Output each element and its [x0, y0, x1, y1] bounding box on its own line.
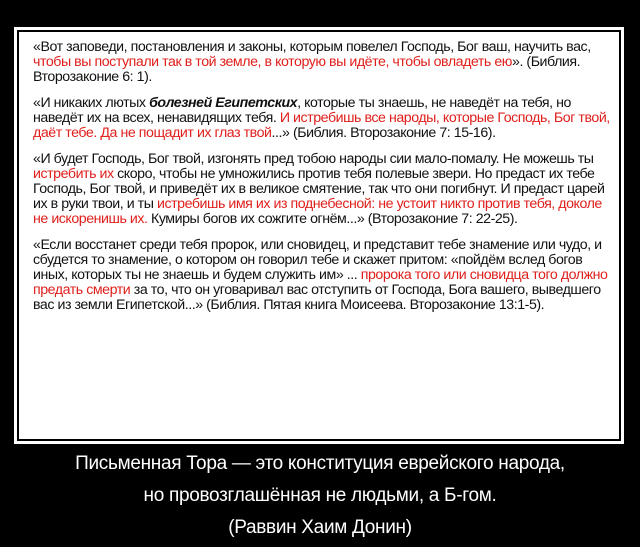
highlighted-text: чтобы вы поступали так в той земле, в которую вы идёте, чтобы овладеть ею — [33, 54, 512, 70]
quote-panel — [17, 30, 621, 441]
caption-line-1: Письменная Тора — это конституция еврейского народа, — [75, 453, 565, 474]
quote-deuteronomy-6-1 — [33, 40, 611, 85]
highlighted-text: истребить их — [33, 166, 114, 182]
emphasized-text: болезней Египетских — [149, 95, 298, 111]
quote-text: ». (Библия. Второзаконие 6: 1). — [33, 54, 581, 85]
quote-text: , которые ты знаешь, не наведёт на тебя, но наведёт их на всех, ненавидящих тебя. — [33, 95, 571, 126]
quote-deuteronomy-7-22 — [33, 152, 611, 227]
quote-deuteronomy-13-1 — [33, 238, 611, 313]
highlighted-text: И истребишь все народы, которые Господь, Бог твой, даёт тебе. Да не пощадит их глаз твой — [33, 110, 610, 141]
quote-text: ...» (Библия. Второзаконие 7: 15-16). — [271, 125, 496, 141]
quote-text: «Вот заповеди, постановления и законы, которым повелел Господь, Бог ваш, научить вас, — [33, 39, 591, 55]
quote-text: скоро, чтобы не умножились против тебя полевые звери. Но предаст их тебе Господь, Бог твой, и приведёт их в великое смятение, так что они погибнут. И предаст царей их в руки твои, и ты — [33, 166, 605, 212]
quote-text: за то, что он уговаривал вас отступить от Господа, Бога вашего, выведшего вас из земли Египетской...» (Библия. Пятая книга Моисеева. Второзаконие 13:1-5). — [33, 282, 601, 313]
quote-deuteronomy-7-15 — [33, 96, 611, 141]
quote-list — [33, 40, 611, 324]
caption-line-3: (Раввин Хаим Донин) — [228, 517, 412, 538]
caption-line-2: но провозглашённая не людьми, а Б-гом. — [143, 485, 497, 506]
caption — [0, 448, 640, 544]
quote-text: «Если восстанет среди тебя пророк, или сновидец, и представит тебе знамение или чудо, и сбудется то знамение, о котором он говорил тебе и скажет притом: «пойдём вслед богов иных, которых ты не знаешь и будем служить им» ... — [33, 237, 602, 283]
quote-text: «И никаких лютых — [33, 95, 150, 111]
quote-text: Кумиры богов их сожгите огнём...» (Второзаконие 7: 22-25). — [147, 211, 518, 227]
quote-text: «И будет Господь, Бог твой, изгонять пред тобою народы сии мало-помалу. Не можешь ты — [33, 151, 594, 167]
highlighted-text: пророка того или сновидца того должно предать смерти — [33, 267, 608, 298]
highlighted-text: истребишь имя их из поднебесной: не устоит никто против тебя, доколе не искоренишь их. — [33, 196, 602, 227]
